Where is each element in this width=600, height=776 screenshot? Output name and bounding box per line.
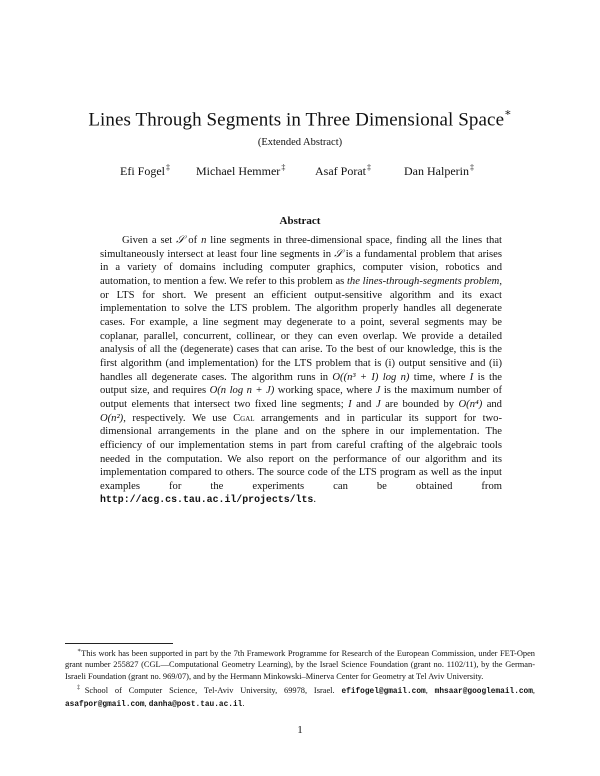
emphasis-lts: the lines-through-segments problem bbox=[346, 275, 500, 287]
project-url-link[interactable]: http://acg.cs.tau.ac.il/projects/lts bbox=[100, 494, 314, 506]
author-dan-halperin: Dan Halperin‡ bbox=[404, 163, 474, 178]
abstract-body bbox=[100, 234, 502, 507]
email-efi-fogel[interactable]: efifogel@gmail.com bbox=[341, 687, 426, 696]
abstract-heading: Abstract bbox=[279, 215, 321, 227]
email-dan-halperin[interactable]: danha@post.tau.ac.il bbox=[148, 701, 243, 710]
footnotes bbox=[65, 646, 535, 712]
footnote-funding: ∗This work has been supported in part by the 7th Framework Programme for Research of the European Commission, under FET-Open grant number 255827 (CGL—Computational Geometry Learning), by the Israel Science Foundation (grant no. 1102/11), by the German-Israeli Foundation (grant no. 969/07), and by the Hermann Minkowski–Minerva Center for Geometry at Tel Aviv University. bbox=[65, 648, 535, 681]
abstract-paragraph: Given a set 𝒮 of n line segments in three-dimensional space, finding all the lines that simultaneously intersect at least four line segments in 𝒮 is a fundamental problem that arises in a variety of domains including computer graphics, computer vision, robotics and automation, to mention a few. We refer to this problem as the lines-through-segments problem, or LTS for short. We present an efficient output-sensitive algorithm and its exact implementation to solve the LTS problem. The algorithm properly handles all degenerate cases. For example, a line segment may degenerate to a point, several segments may be coplanar, parallel, concurrent, collinear, or they can even overlap. We provide a detailed analysis of all the (degenerate) cases that can arise. To the best of our knowledge, this is the first algorithm (and implementation) for the LTS problem that is (i) output sensitive and (ii) handles all degenerate cases. The algorithm runs in O((n³ + I) log n) time, where I is the output size, and requires O(n log n + J) working space, where J is the maximum number of output elements that intersect two fixed line segments; I and J are bounded by O(n⁴) and O(n²), respectively. We use Cgal arrangements and in particular its support for two-dimensional arrangements in the plane and on the sphere in our implementation. The efficiency of our implementation stems in part from careful crafting of the algebraic tools needed in the computation. We also report on the performance of our algorithm and its implementation compared to others. The source code of the LTS program as well as the input examples for the experiments can be obtained from http://acg.cs.tau.ac.il/projects/lts. bbox=[100, 235, 502, 506]
author-michael-hemmer: Michael Hemmer‡ bbox=[196, 163, 286, 178]
paper-subtitle: (Extended Abstract) bbox=[257, 137, 343, 148]
author-list bbox=[0, 163, 600, 181]
email-asaf-porat[interactable]: asafpor@gmail.com bbox=[65, 701, 145, 710]
title-footnote-mark: ∗ bbox=[504, 107, 512, 119]
author-asaf-porat: Asaf Porat‡ bbox=[315, 163, 371, 178]
math-time-bound: O((n³ + I) log n) bbox=[332, 371, 410, 383]
footnote-divider bbox=[65, 643, 173, 644]
cgal-name: Cgal bbox=[233, 412, 255, 424]
paper-title: Lines Through Segments in Three Dimensional Space∗ bbox=[88, 107, 512, 131]
math-space-bound: O(n log n + J) bbox=[209, 385, 275, 397]
page-number: 1 bbox=[297, 724, 303, 736]
footnote-affiliation: ‡School of Computer Science, Tel-Aviv University, 69978, Israel. efifogel@gmail.com, mhsaar@googlemail.com, asafpor@gmail.com, danha@post.tau.ac.il. bbox=[65, 685, 536, 710]
author-efi-fogel: Efi Fogel‡ bbox=[120, 163, 170, 178]
email-michael-hemmer[interactable]: mhsaar@googlemail.com bbox=[434, 687, 533, 696]
